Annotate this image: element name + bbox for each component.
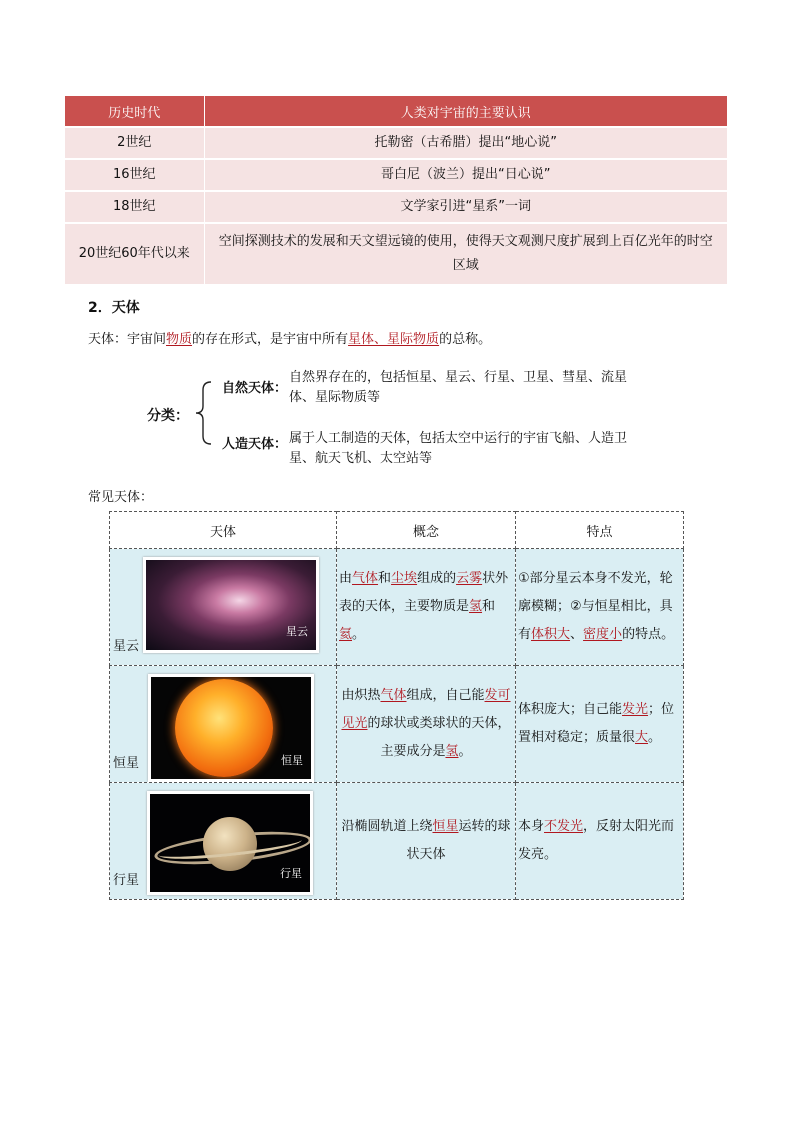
history-header-view: 人类对宇宙的主要认识	[204, 96, 728, 127]
celestial-definition	[88, 328, 491, 347]
feature-keyword: 体积大	[531, 627, 571, 642]
concept-text: 。	[458, 744, 472, 759]
nebula-image-cell	[110, 549, 337, 666]
concept-text: 沿椭圆轨道上绕	[341, 819, 433, 834]
history-header-era: 历史时代	[65, 96, 204, 127]
concept-keyword: 云雾	[456, 571, 483, 586]
star-name: 恒星	[113, 756, 140, 771]
classification-label: 分类：	[147, 408, 189, 424]
common-bodies-table	[109, 511, 684, 900]
history-view: 文学家引进“星系”一词	[204, 191, 728, 223]
objects-header-concept: 概念	[337, 512, 516, 549]
definition-keyword: 物质	[166, 332, 193, 347]
concept-text: 。	[352, 627, 366, 642]
feature-keyword: 发光	[622, 702, 649, 717]
history-era: 20世纪60年代以来	[65, 223, 204, 284]
feature-text: ；位置相对稳定；质量很	[518, 702, 675, 745]
feature-text: 。	[648, 730, 662, 745]
concept-keyword: 气体	[380, 688, 407, 703]
history-view: 托勒密（古希腊）提出“地心说”	[204, 127, 728, 159]
definition-keyword: 星体、星际物质	[348, 332, 440, 347]
history-era: 18世纪	[65, 191, 204, 223]
planet-concept	[337, 783, 516, 900]
definition-text: 的存在形式，是宇宙中所有	[192, 332, 349, 347]
concept-text: 由	[339, 571, 353, 586]
feature-text: 本身	[518, 819, 545, 834]
star-image-caption: 恒星	[281, 754, 303, 767]
star-features	[516, 666, 684, 783]
definition-text: 天体：宇宙间	[88, 332, 167, 347]
brace-icon	[193, 380, 213, 446]
nebula-concept	[337, 549, 516, 666]
table-row	[65, 223, 728, 284]
concept-keyword: 恒星	[432, 819, 459, 834]
feature-keyword: 大	[635, 730, 649, 745]
definition-text: 的总称。	[439, 332, 492, 347]
objects-header-body: 天体	[110, 512, 337, 549]
table-row	[65, 191, 728, 223]
planet-image-cell	[110, 783, 337, 900]
planet-image	[147, 791, 313, 895]
section-heading: 2．天体	[88, 300, 140, 316]
table-row	[110, 783, 684, 900]
feature-keyword: 密度小	[583, 627, 623, 642]
concept-keyword: 尘埃	[391, 571, 418, 586]
feature-text: ①部分星云本身不发光，轮廓模糊；②与恒星相比，具有	[518, 571, 673, 642]
planet-image-caption: 行星	[280, 867, 302, 880]
concept-keyword: 氢	[469, 599, 483, 614]
star-concept	[337, 666, 516, 783]
concept-text: 的球状或类球状的天体，主要成分是	[367, 716, 511, 759]
table-row	[110, 666, 684, 783]
concept-text: 组成，自己能	[406, 688, 485, 703]
feature-text: 、	[570, 627, 584, 642]
artificial-body-desc: 属于人工制造的天体，包括太空中运行的宇宙飞船、人造卫星、航天飞机、太空站等	[289, 431, 628, 466]
concept-text: 和	[378, 571, 392, 586]
planet-features	[516, 783, 684, 900]
natural-body-desc: 自然界存在的，包括恒星、星云、行星、卫星、彗星、流星体、星际物质等	[289, 370, 628, 405]
concept-keyword: 氢	[445, 744, 459, 759]
nebula-features	[516, 549, 684, 666]
concept-text: 和	[482, 599, 496, 614]
objects-header-row	[110, 512, 684, 549]
history-header-row	[65, 96, 728, 127]
table-row	[65, 127, 728, 159]
concept-text: 运转的球状天体	[406, 819, 511, 862]
table-row	[110, 549, 684, 666]
history-view: 空间探测技术的发展和天文望远镜的使用，使得天文观测尺度扩展到上百亿光年的时空区域	[204, 223, 728, 284]
history-era: 2世纪	[65, 127, 204, 159]
nebula-name: 星云	[113, 639, 140, 654]
star-image-cell	[110, 666, 337, 783]
artificial-body-key: 人造天体：	[222, 437, 288, 452]
concept-keyword: 氦	[339, 627, 353, 642]
star-image	[148, 674, 314, 782]
concept-text: 组成的	[417, 571, 457, 586]
feature-text: 体积庞大；自己能	[518, 702, 623, 717]
table-row	[65, 159, 728, 191]
natural-body-key: 自然天体：	[222, 381, 288, 396]
feature-keyword: 不发光	[544, 819, 584, 834]
planet-name: 行星	[113, 873, 140, 888]
nebula-image	[143, 557, 319, 653]
feature-text: 的特点。	[622, 627, 675, 642]
objects-header-features: 特点	[516, 512, 684, 549]
common-bodies-label: 常见天体：	[88, 490, 154, 505]
nebula-image-caption: 星云	[286, 625, 308, 638]
concept-text: 由炽热	[341, 688, 381, 703]
history-view: 哥白尼（波兰）提出“日心说”	[204, 159, 728, 191]
concept-text: 状外表的天体，主要物质是	[339, 571, 509, 614]
history-era: 16世纪	[65, 159, 204, 191]
history-table	[65, 96, 728, 284]
concept-keyword: 发可见光	[341, 688, 511, 731]
feature-text: ，反射太阳光而发亮。	[518, 819, 675, 862]
concept-keyword: 气体	[352, 571, 379, 586]
